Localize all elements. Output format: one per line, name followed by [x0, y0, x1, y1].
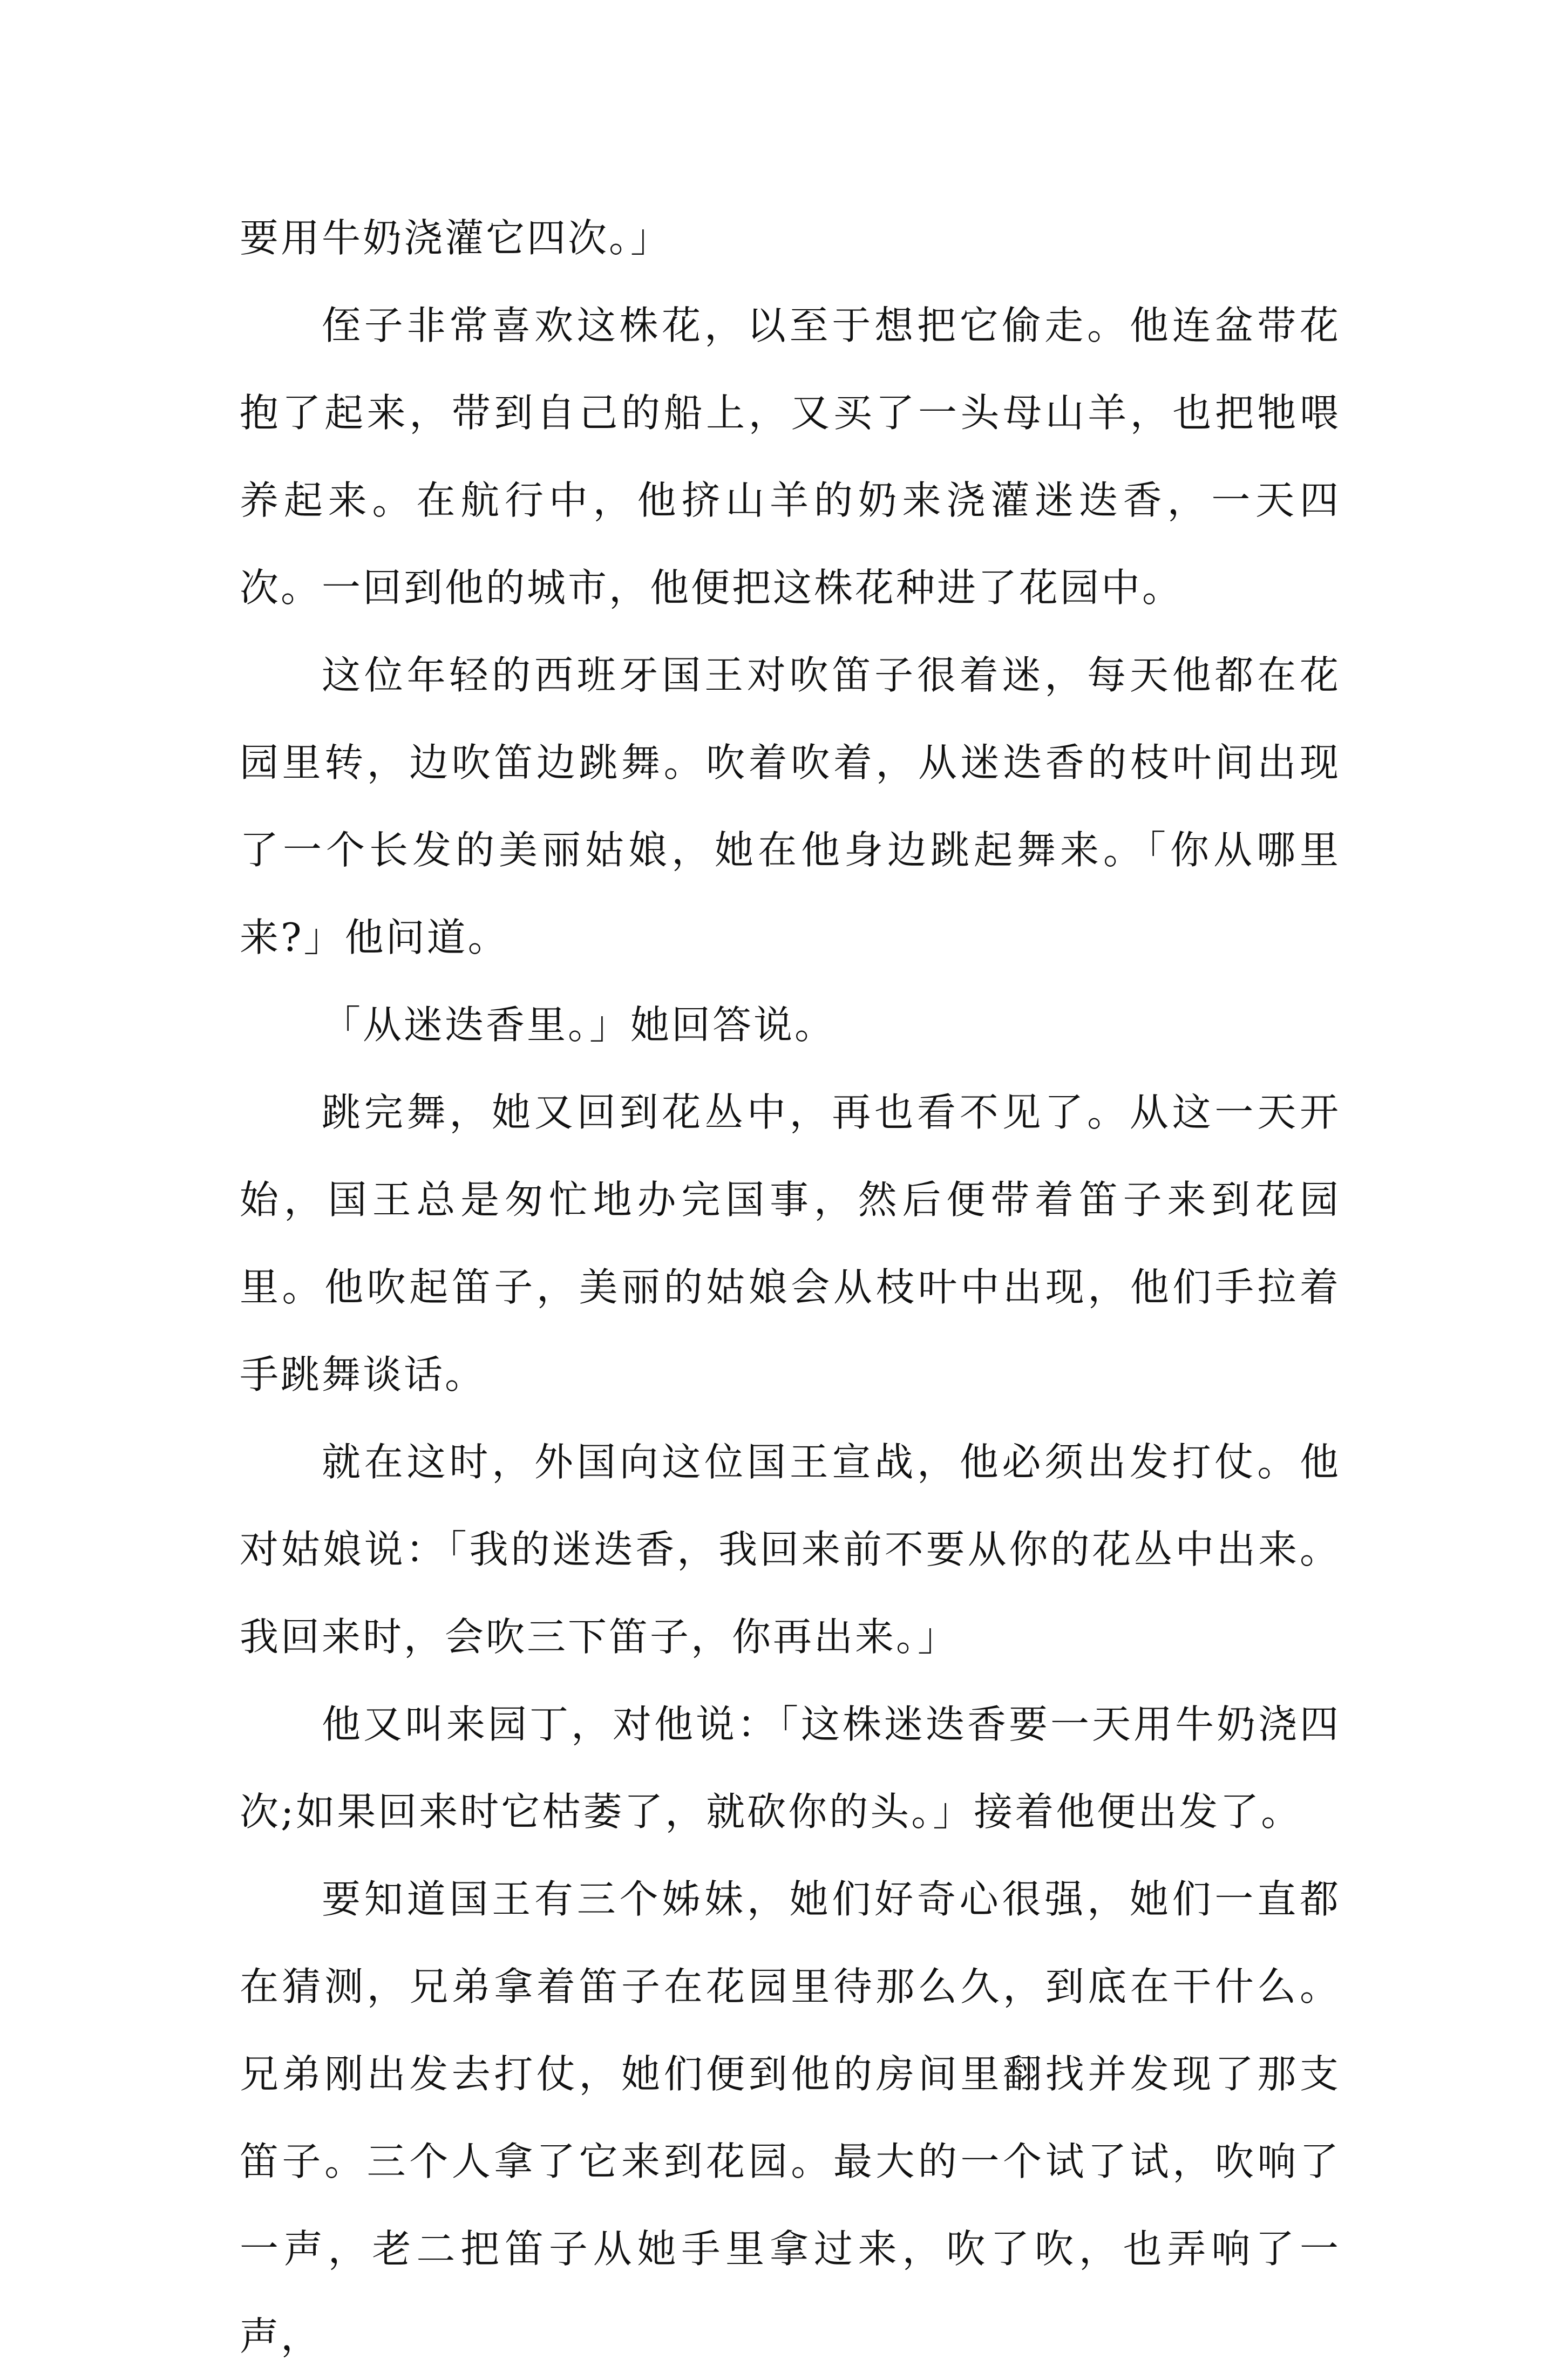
paragraph-1: 要用牛奶浇灌它四次。」 [240, 215, 672, 261]
paragraph-8: 要知道国王有三个姊妹，她们好奇心很强，她们一直都在猜测，兄弟拿着笛子在花园里待那么久，到底在干什么。兄弟刚出发去打仗，她们便到他的房间里翻找并发现了那支笛子。三个人拿了它来到花园。最大的一个试了试，吹响了一声，老二把笛子从她手里拿过来，吹了吹，也弄响了一声， [240, 1876, 1341, 2359]
paragraph-6: 就在这时，外国向这位国王宣战，他必须出发打仗。他对姑娘说：「我的迷迭香，我回来前不要从你的花丛中出来。我回来时，会吹三下笛子，你再出来。」 [240, 1439, 1341, 1660]
paragraph-3: 这位年轻的西班牙国王对吹笛子很着迷，每天他都在花园里转，边吹笛边跳舞。吹着吹着，从迷迭香的枝叶间出现了一个长发的美丽姑娘，她在他身边跳起舞来。「你从哪里来?」他问道。 [240, 652, 1341, 960]
paragraph-7: 他又叫来园丁，对他说：「这株迷迭香要一天用牛奶浇四次;如果回来时它枯萎了，就砍你的头。」接着他便出发了。 [240, 1702, 1341, 1834]
paragraph-2: 侄子非常喜欢这株花，以至于想把它偷走。他连盆带花抱了起来，带到自己的船上，又买了一头母山羊，也把牠喂养起来。在航行中，他挤山羊的奶来浇灌迷迭香，一天四次。一回到他的城市，他便把这株花种进了花园中。 [240, 303, 1341, 610]
paragraph-4: 「从迷迭香里。」她回答说。 [322, 1002, 836, 1048]
paragraph-5: 跳完舞，她又回到花丛中，再也看不见了。从这一天开始，国王总是匆忙地办完国事，然后便带着笛子来到花园里。他吹起笛子，美丽的姑娘会从枝叶中出现，他们手拉着手跳舞谈话。 [240, 1090, 1341, 1397]
body-text [240, 194, 1341, 2380]
